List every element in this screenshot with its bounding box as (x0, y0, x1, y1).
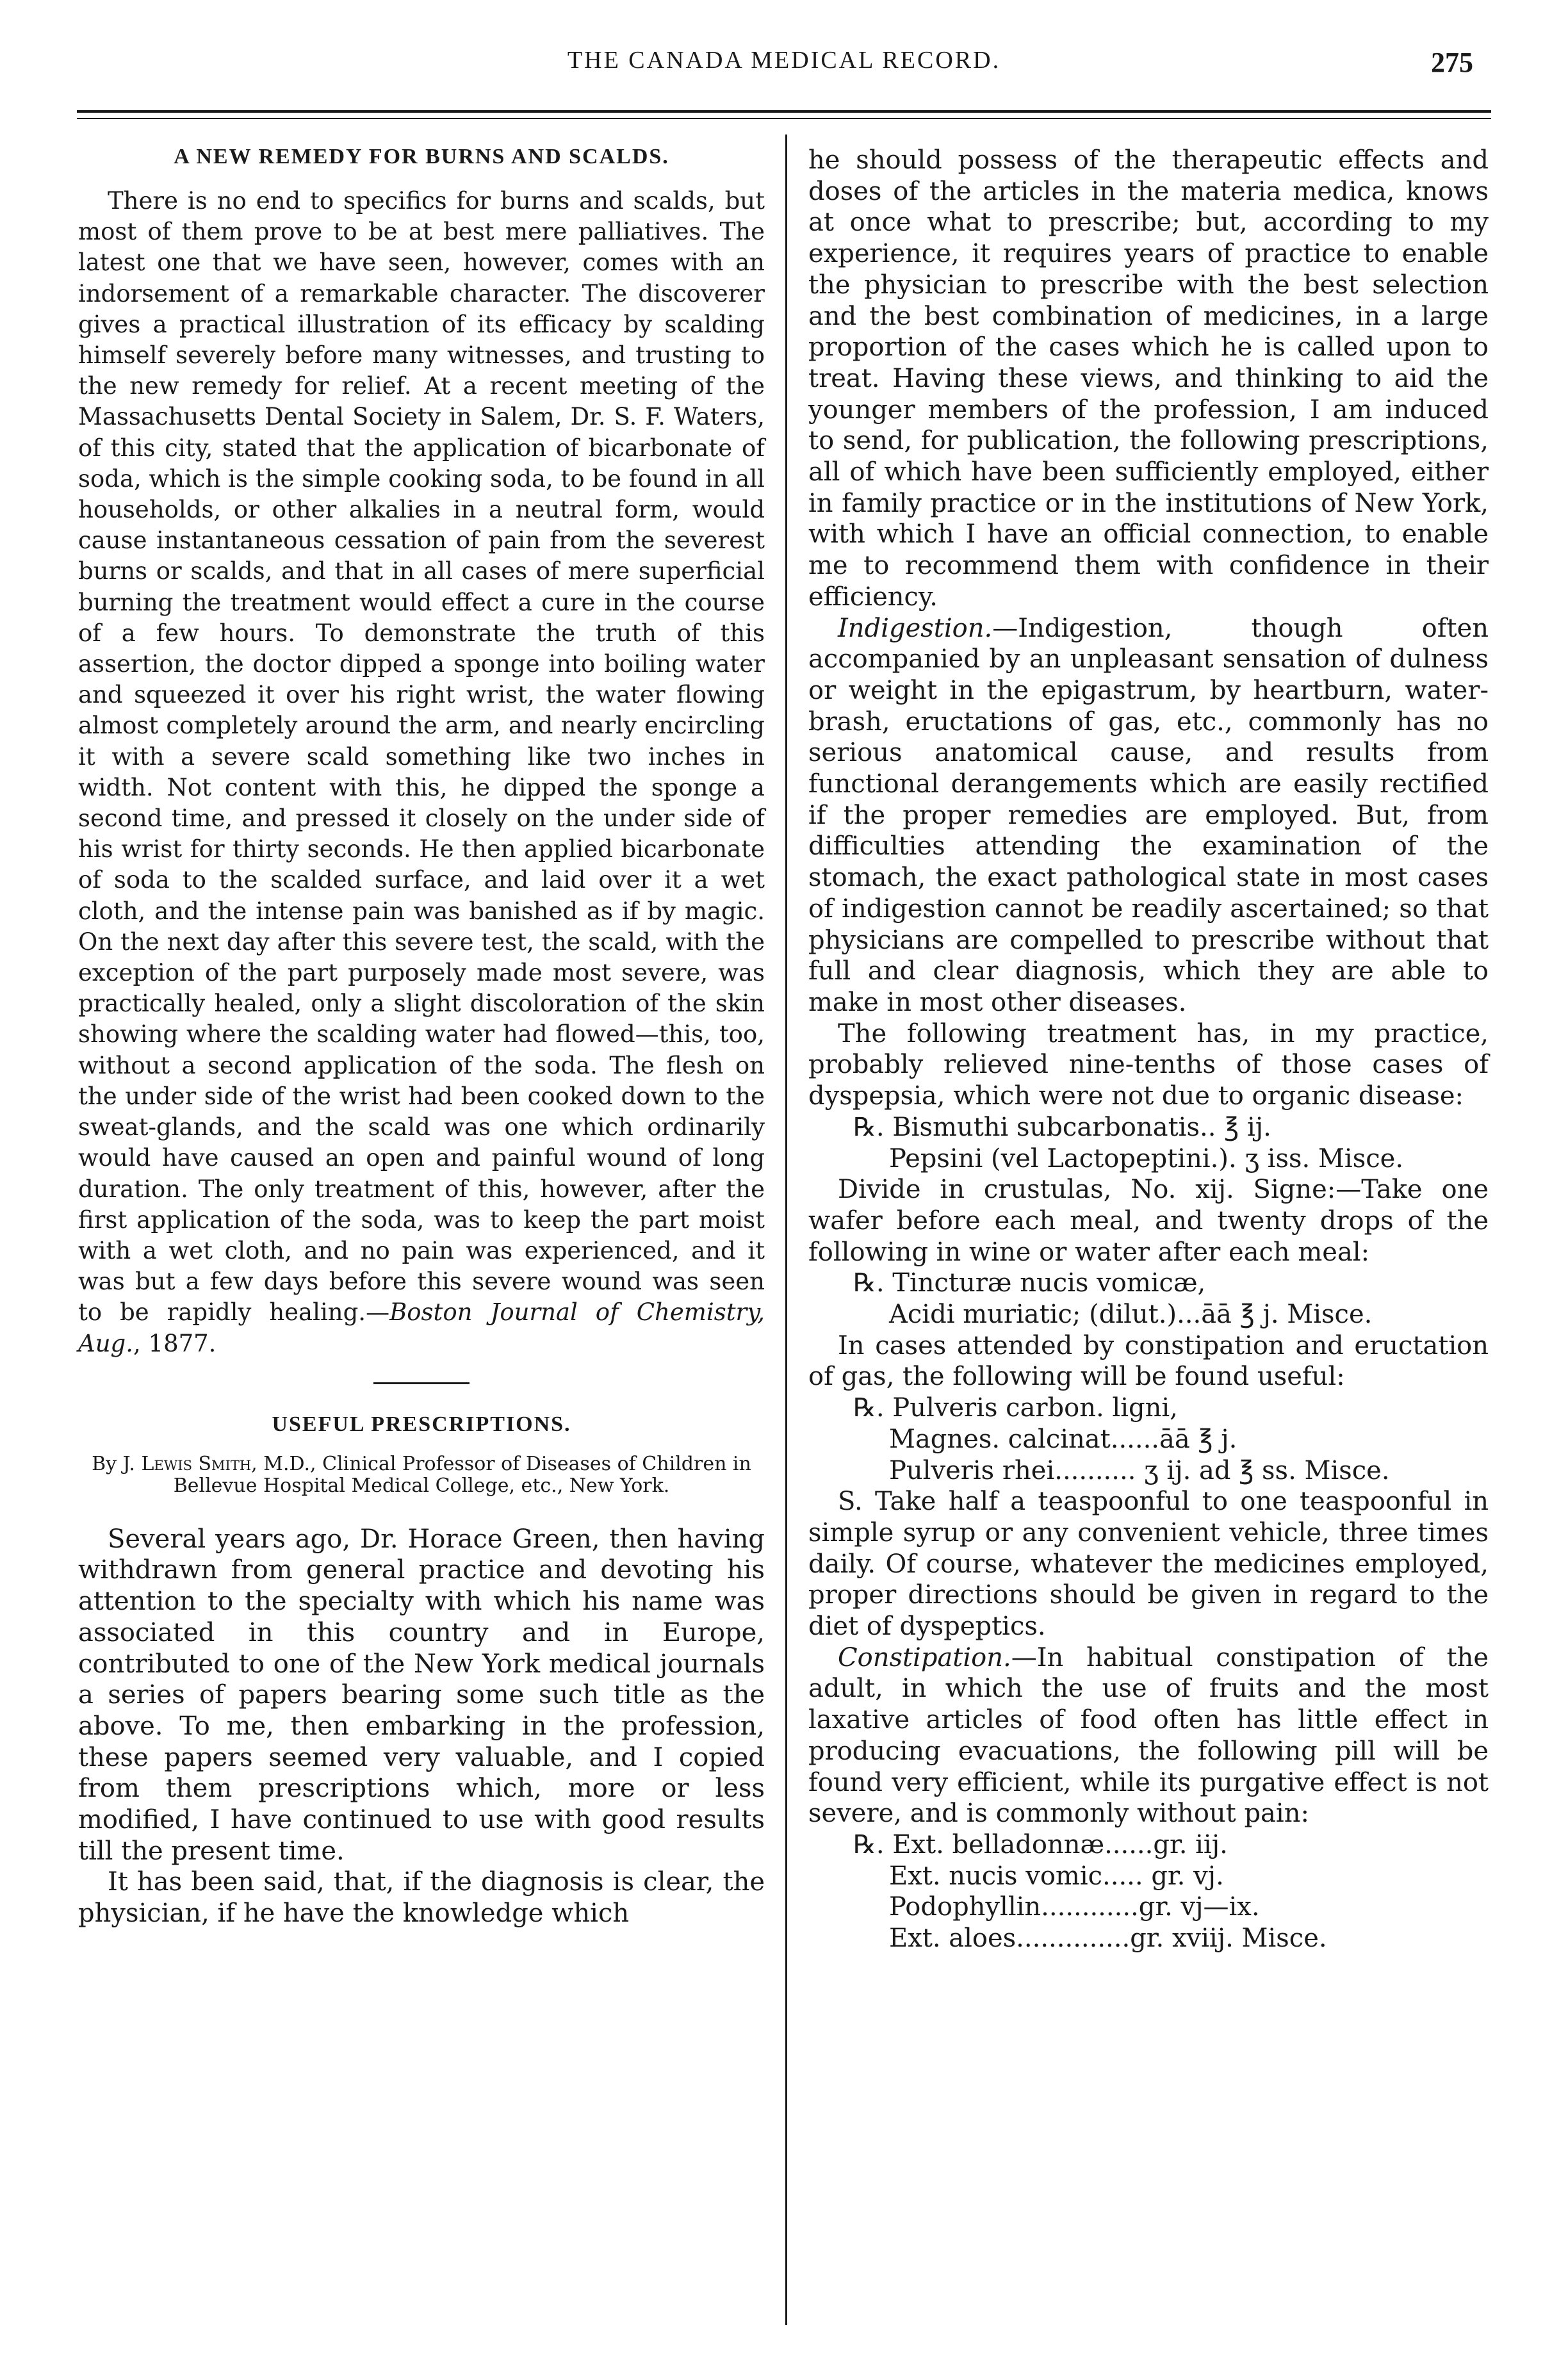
burns-source: Boston Journal of Chemistry, Aug. (78, 1298, 765, 1357)
constipation-text: —In habitual constipation of the adult, in which the use of fruits and the most laxative articles of food often has little effect in producing evacuations, the following pill will be found very efficient, while its purgative effect is not severe, and is commonly without pain: (808, 1642, 1489, 1829)
section-separator (373, 1382, 470, 1384)
column-divider (785, 135, 787, 2325)
constipation-paragraph (808, 1642, 1489, 1829)
rx4-line-4: Ext. aloes..............gr. xviij. Misce. (889, 1924, 1327, 1954)
article-title-burns: A NEW REMEDY FOR BURNS AND SCALDS. (174, 145, 669, 168)
byline-credentials: , M.D., Clinical Professor of Diseases of Children in Bellevue Hospital Medical College, etc., New York. (173, 1452, 751, 1497)
rx1-line-2: Pepsini (vel Lactopeptini.). ʒ iss. Misce. (889, 1143, 1404, 1173)
burns-body-text: There is no end to specifics for burns and scalds, but most of them prove to be at best mere palliatives. The latest one that we have seen, however, comes with an indorsement of a remarkable character. The discoverer gives a practical illustration of its efficacy by scalding himself severely before many witnesses, and trusting to the new remedy for relief. At a recent meeting of the Massachusetts Dental Society in Salem, Dr. S. F. Waters, of this city, stated that the application of bicarbonate of soda, which is the simple cooking soda, to be found in all households, or other alkalies in a neutral form, would cause instantaneous cessation of pain from the severest burns or scalds, and that in all cases of mere superficial burning the treatment would effect a cure in the course of a few hours. To demonstrate the truth of this assertion, the doctor dipped a sponge into boiling water and squeezed it over his right wrist, the water flowing almost completely around the arm, and nearly encircling it with a severe scald something like two inches in width. Not content with this, he dipped the sponge a second time, and pressed it closely on the under side of his wrist for thirty seconds. He then applied bicarbonate of soda to the scalded surface, and laid over it a wet cloth, and the intense pain was banished as if by magic. On the next day after this severe test, the scald, with the exception of the part purposely made most severe, was practically healed, only a slight discoloration of the skin showing where the scalding water had flowed—this, too, without a second application of the soda. The flesh on the under side of the wrist had been cooked down to the sweat-glands, and the scald was one which ordinarily would have caused an open and painful wound of long duration. The only treatment of this, however, after the first application of the soda, was to keep the part moist with a wet cloth, and no pain was experienced, and it was but a few days before this severe wound was seen to be rapidly healing.— (78, 187, 765, 1327)
rx3-line-3: Pulveris rhei.......... ʒ ij. ad ℥ ss. Misce. (889, 1455, 1390, 1485)
constipation-heading: Constipation. (838, 1642, 1011, 1672)
indigestion-paragraph (808, 613, 1489, 1018)
byline (86, 1453, 757, 1497)
constipation-gas-paragraph: In cases attended by constipation and eructation of gas, the following will be found useful: (808, 1330, 1489, 1392)
byline-by: By J. (92, 1452, 142, 1475)
indigestion-heading: Indigestion. (838, 613, 993, 643)
rx3-directions: S. Take half a teaspoonful to one teaspoonful in simple syrup or any convenient vehicle, three times daily. Of course, whatever the medicines employed, proper directions should be given in regard to the diet of dyspeptics. (808, 1487, 1489, 1642)
rx1-line-1: ℞. Bismuthi subcarbonatis.. ℥ ij. (853, 1112, 1271, 1142)
right-column (808, 145, 1489, 1954)
header-rule (77, 110, 1491, 113)
page-number: 275 (1431, 47, 1473, 78)
running-head (0, 46, 1568, 91)
journal-title: THE CANADA MEDICAL RECORD. (567, 47, 1001, 74)
prescriptions-paragraph-2-cont: he should possess of the therapeutic effects and doses of the articles in the materia medica, knows at once what to prescribe; but, according to my experience, it requires years of practice to enable the physician to prescribe with the best selection and the best combination of medicines, in a large proportion of the cases which he is called upon to treat. Having these views, and thinking to aid the younger members of the profession, I am induced to send, for publication, the following prescriptions, all of which have been sufficiently employed, either in family practice or in the institutions of New York, with which I have an official connection, to enable me to recommend them with confidence in their efficiency. (808, 145, 1489, 612)
byline-author: Lewis Smith (141, 1452, 252, 1475)
article-title-prescriptions: USEFUL PRESCRIPTIONS. (272, 1412, 571, 1436)
header-rule-thin (77, 118, 1491, 119)
article-paragraph-burns (78, 186, 765, 1359)
rx2-line-1: ℞. Tincturæ nucis vomicæ, (853, 1268, 1206, 1298)
rx4-line-2: Ext. nucis vomic..... gr. vj. (889, 1861, 1224, 1891)
rx4-line-1: ℞. Ext. belladonnæ......gr. iij. (853, 1829, 1228, 1859)
rx3-line-1: ℞. Pulveris carbon. ligni, (853, 1393, 1178, 1423)
rx4-line-3: Podophyllin............gr. vj—ix. (889, 1892, 1260, 1922)
indigestion-text: —Indigestion, though often accompanied by an unpleasant sensation of dulness or weight in the epigastrum, by heartburn, water-brash, eructations of gas, etc., commonly has no serious anatomical cause, and results from functional derangements which are easily rectified if the proper remedies are employed. But, from difficulties attending the examination of the stomach, the exact pathological state in most cases of indigestion cannot be readily ascertained; so that physicians are compelled to prescribe without that full and clear diagnosis, which they are able to make in most other diseases. (808, 613, 1489, 1017)
prescriptions-paragraph-1: Several years ago, Dr. Horace Green, then having withdrawn from general practice and devoting his attention to the specialty with which his name was associated in this country and in Europe, contributed to one of the New York medical journals a series of papers bearing some such title as the above. To me, then embarking in the profession, these papers seemed very valuable, and I copied from them prescriptions which, more or less modified, I have continued to use with good results till the present time. (78, 1524, 765, 1866)
prescriptions-paragraph-2-start: It has been said, that, if the diagnosis is clear, the physician, if he have the knowledge which (78, 1867, 765, 1929)
left-column (78, 145, 765, 1929)
rx2-line-2: Acidi muriatic; (dilut.)...āā ℥ j. Misce. (889, 1300, 1373, 1330)
treatment-paragraph: The following treatment has, in my practice, probably relieved nine-tenths of those cases of dyspepsia, which were not due to organic disease: (808, 1018, 1489, 1111)
rx3-line-2: Magnes. calcinat......āā ℥ j. (889, 1424, 1237, 1454)
burns-source-year: , 1877. (133, 1329, 216, 1357)
rx1-directions: Divide in crustulas, No. xij. Signe:—Take one wafer before each meal, and twenty drops of the following in wine or water after each meal: (808, 1175, 1489, 1267)
